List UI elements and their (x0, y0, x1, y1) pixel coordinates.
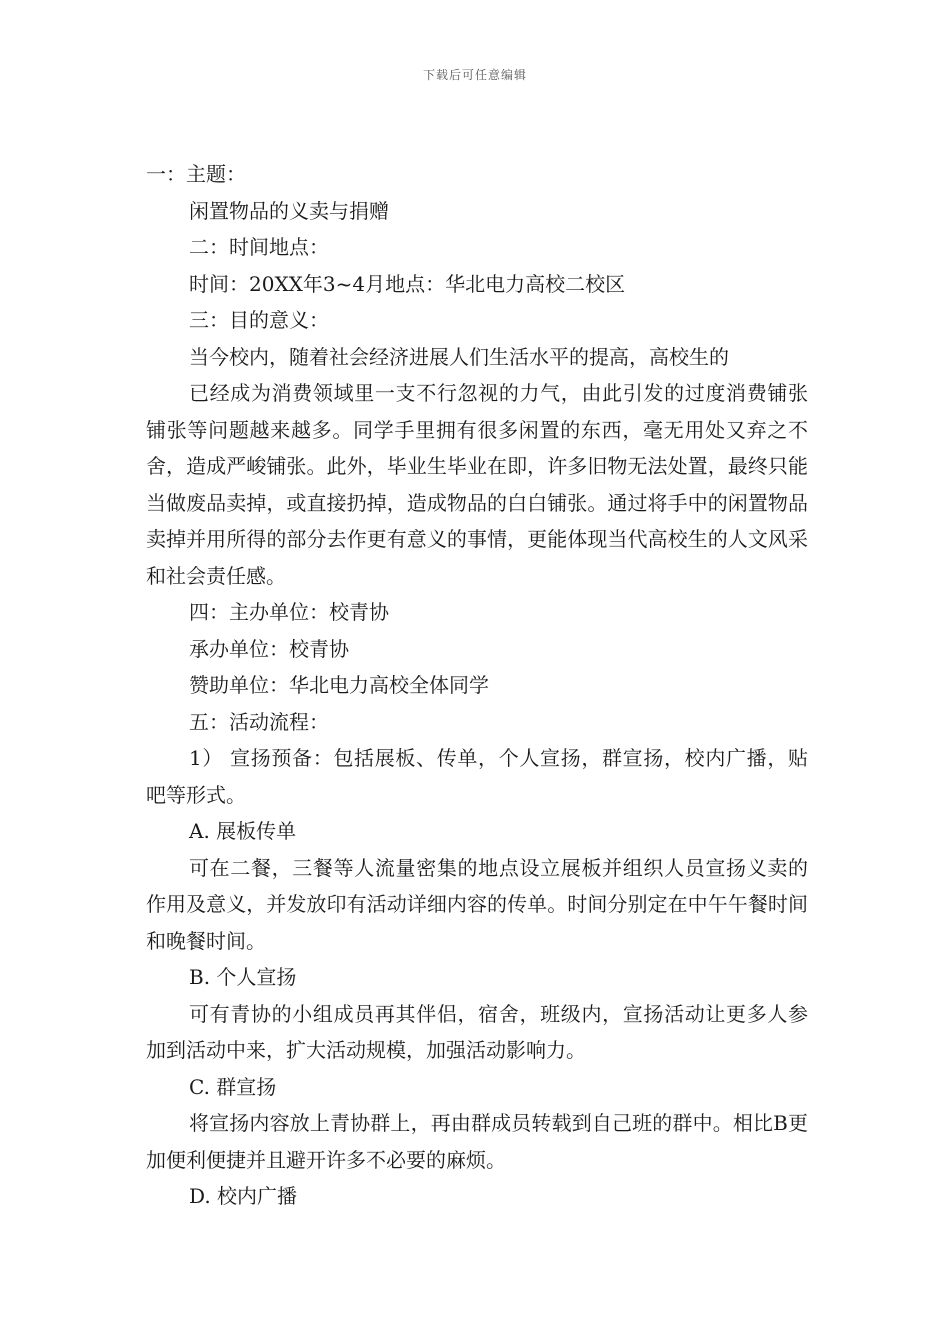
heading-process: 五：活动流程： (189, 709, 329, 734)
page-header-note: 下载后可任意编辑 (422, 68, 527, 82)
subsection-b-text: 可有青协的小组成员再其伴侣，宿舍，班级内，宣扬活动让更多人参加到活动中来，扩大活动规模，加强活动影响力。 (146, 1001, 808, 1062)
purpose-text-body: 已经成为消费领域里一支不行忽视的力气，由此引发的过度消费铺张铺张等问题越来越多。同学手里拥有很多闲置的东西，毫无用处又弃之不舍，造成严峻铺张。此外，毕业生毕业在即，许多旧物无法处置，最终只能当做废品卖掉，或直接扔掉，造成物品的白白铺张。通过将手中的闲置物品卖掉并用所得的部分去作更有意义的事情，更能体现当代高校生的人文风采和社会责任感。 (146, 381, 808, 588)
subheading-d: D. 校内广播 (189, 1184, 298, 1208)
heading-purpose: 三：目的意义： (189, 308, 329, 332)
subsection-c-text: 将宣扬内容放上青协群上，再由群成员转载到自己班的群中。相比B更加便利便捷并且避开许多不必要的麻烦。 (146, 1111, 808, 1172)
purpose-text-line1: 当今校内，随着社会经济进展人们生活水平的提高，高校生的 (189, 344, 729, 369)
topic-text: 闲置物品的义卖与捐赠 (189, 198, 389, 223)
subsection-a-text: 可在二餐，三餐等人流量密集的地点设立展板并组织人员宣扬义卖的作用及意义，并发放印有活动详细内容的传单。时间分别定在中午午餐时间和晚餐时间。 (146, 855, 808, 953)
subheading-c: C. 群宣扬 (189, 1074, 277, 1099)
process-step-1: 1） 宣扬预备：包括展板、传单，个人宣扬，群宣扬，校内广播，贴吧等形式。 (146, 746, 808, 807)
undertaker-text: 承办单位：校青协 (189, 636, 349, 661)
heading-time-place: 二：时间地点： (189, 235, 329, 259)
subheading-b: B. 个人宣扬 (189, 965, 297, 989)
time-place-text: 时间：20XX年3~4月地点：华北电力高校二校区 (189, 271, 626, 296)
sponsor-text: 赞助单位：华北电力高校全体同学 (189, 673, 489, 697)
heading-organizer: 四：主办单位：校青协 (189, 600, 389, 624)
document-body (146, 156, 808, 1215)
subheading-a: A. 展板传单 (189, 819, 297, 843)
heading-topic: 一：主题： (146, 162, 246, 186)
